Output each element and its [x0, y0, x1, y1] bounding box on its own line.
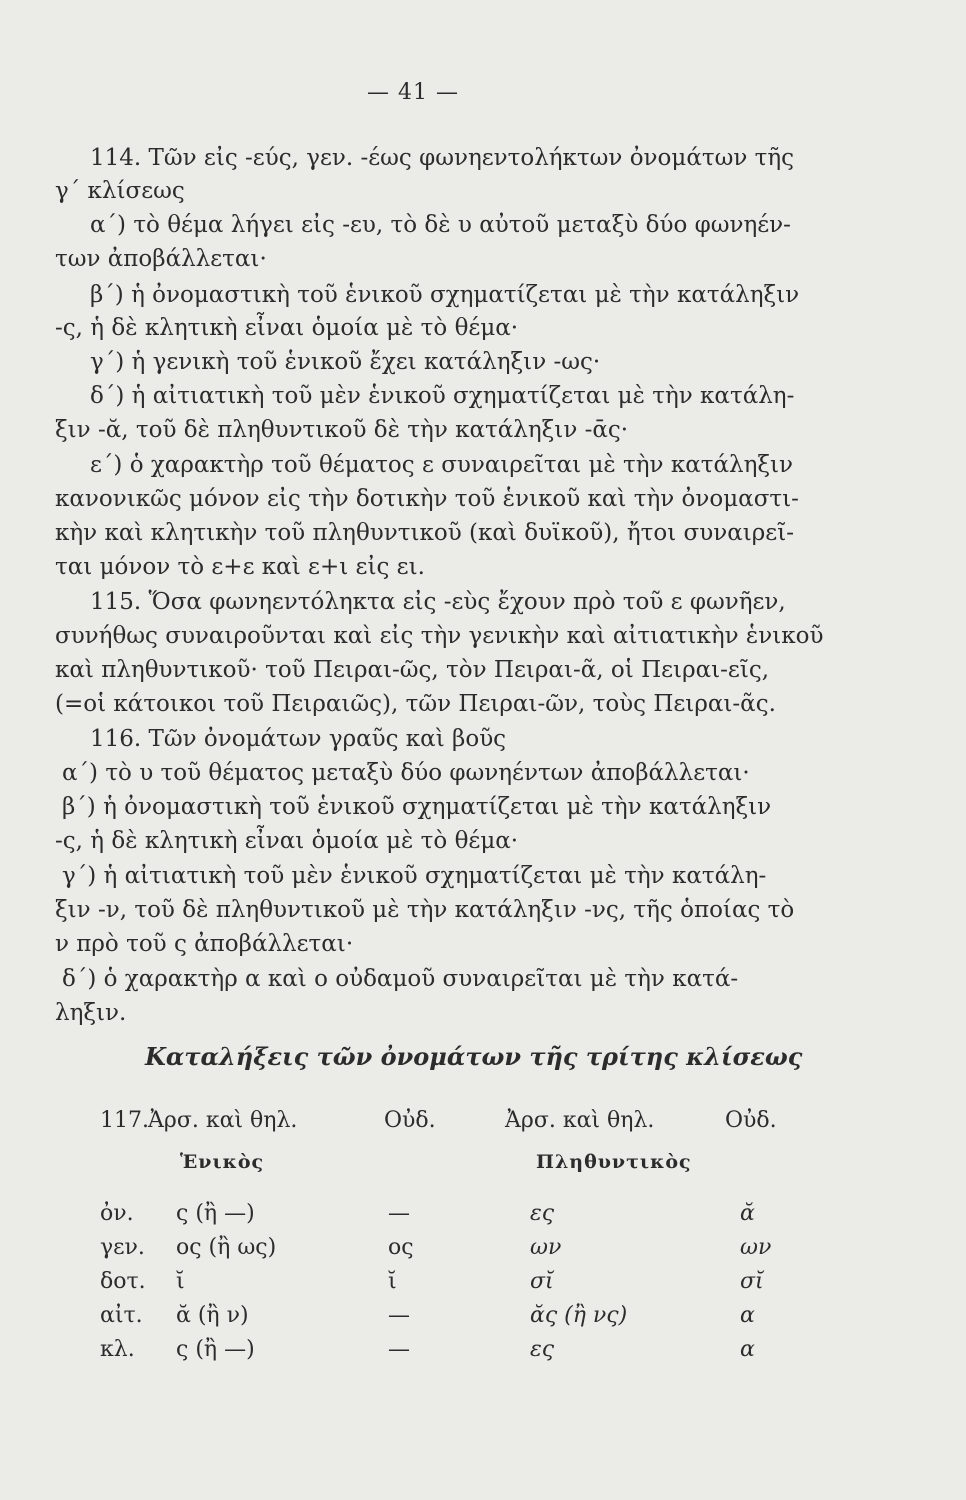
- ending-cell: ες: [530, 1201, 555, 1226]
- text-line: ν πρὸ τοῦ ς ἀποβάλλεται·: [55, 931, 354, 957]
- text-line: ται μόνον τὸ ε+ε καὶ ε+ι εἰς ει.: [55, 554, 425, 580]
- ending-cell: α: [740, 1337, 755, 1362]
- ending-cell: ᾰς (ἢ νς): [530, 1303, 628, 1328]
- text-line: β΄) ἡ ὀνομαστικὴ τοῦ ἑνικοῦ σχηματίζεται μὲ τὴν κατάληξιν: [90, 282, 800, 308]
- text-line: των ἀποβάλλεται·: [55, 246, 267, 272]
- ending-cell: ος (ἢ ως): [176, 1235, 277, 1260]
- column-header: Ἀρσ. καὶ θηλ.: [505, 1108, 655, 1133]
- column-header: Οὐδ.: [384, 1108, 436, 1133]
- text-line: -ς, ἡ δὲ κλητικὴ εἶναι ὁμοία μὲ τὸ θέμα·: [55, 828, 519, 854]
- ending-cell: ες: [530, 1337, 555, 1362]
- text-line: κανονικῶς μόνον εἰς τὴν δοτικὴν τοῦ ἑνικοῦ καὶ τὴν ὀνομαστι-: [55, 486, 799, 512]
- text-line: β΄) ἡ ὀνομαστικὴ τοῦ ἑνικοῦ σχηματίζεται μὲ τὴν κατάληξιν: [62, 794, 772, 820]
- text-line: ε΄) ὁ χαρακτὴρ τοῦ θέματος ε συναιρεῖται μὲ τὴν κατάληξιν: [90, 452, 794, 478]
- ending-cell: ῐ: [388, 1269, 397, 1294]
- text-line: 116. Τῶν ὀνομάτων γραῦς καὶ βοῦς: [90, 726, 507, 752]
- ending-cell: ᾰ: [740, 1201, 755, 1226]
- ending-cell: ς (ἢ —): [176, 1337, 255, 1362]
- text-line: ξιν -ν, τοῦ δὲ πληθυντικοῦ μὲ τὴν κατάληξιν -νς, τῆς ὁποίας τὸ: [55, 897, 795, 923]
- ending-cell: —: [388, 1303, 410, 1328]
- text-line: συνήθως συναιροῦνται καὶ εἰς τὴν γενικὴν καὶ αἰτιατικὴν ἑνικοῦ: [55, 623, 824, 649]
- text-line: γ΄ κλίσεως: [55, 178, 185, 204]
- column-header: Ἀρσ. καὶ θηλ.: [148, 1108, 298, 1133]
- text-line: α΄) τὸ υ τοῦ θέματος μεταξὺ δύο φωνηέντων ἀποβάλλεται·: [62, 760, 750, 786]
- section-heading: Καταλήξεις τῶν ὀνομάτων τῆς τρίτης κλίσεως: [145, 1042, 803, 1071]
- ending-cell: ος: [388, 1235, 414, 1260]
- ending-cell: σῐ: [740, 1269, 764, 1294]
- ending-cell: ῐ: [176, 1269, 185, 1294]
- text-line: (=οἱ κάτοικοι τοῦ Πειραιῶς), τῶν Πειραι-ῶν, τοὺς Πειραι-ᾶς.: [55, 691, 776, 717]
- text-line: 114. Τῶν εἰς -εύς, γεν. -έως φωνηεντολήκτων ὀνομάτων τῆς: [90, 145, 795, 171]
- ending-cell: —: [388, 1337, 410, 1362]
- group-header-plural: Πληθυντικὸς: [536, 1151, 692, 1173]
- ending-cell: ων: [530, 1235, 562, 1260]
- text-line: -ς, ἡ δὲ κλητικὴ εἶναι ὁμοία μὲ τὸ θέμα·: [55, 315, 519, 341]
- ending-cell: —: [388, 1201, 410, 1226]
- case-label: δοτ.: [100, 1269, 146, 1294]
- text-line: καὶ πληθυντικοῦ· τοῦ Πειραι-ῶς, τὸν Πειραι-ᾶ, οἱ Πειραι-εῖς,: [55, 657, 770, 683]
- case-label: αἰτ.: [100, 1303, 143, 1328]
- text-line: κὴν καὶ κλητικὴν τοῦ πληθυντικοῦ (καὶ δυϊκοῦ), ἤτοι συναιρεῖ-: [55, 520, 794, 546]
- text-line: 115. Ὅσα φωνηεντόληκτα εἰς -εὺς ἔχουν πρὸ τοῦ ε φωνῆεν,: [90, 589, 786, 615]
- case-label: ὀν.: [100, 1201, 134, 1226]
- page-number: — 41 —: [367, 80, 459, 105]
- case-label: κλ.: [100, 1337, 135, 1362]
- column-header: Οὐδ.: [725, 1108, 777, 1133]
- ending-cell: ς (ἢ —): [176, 1201, 255, 1226]
- text-line: γ΄) ἡ αἰτιατικὴ τοῦ μὲν ἑνικοῦ σχηματίζεται μὲ τὴν κατάλη-: [62, 863, 767, 889]
- ending-cell: ων: [740, 1235, 772, 1260]
- group-header-singular: Ἑνικὸς: [180, 1151, 265, 1173]
- text-line: δ΄) ἡ αἰτιατικὴ τοῦ μὲν ἑνικοῦ σχηματίζεται μὲ τὴν κατάλη-: [90, 383, 795, 409]
- text-line: α΄) τὸ θέμα λήγει εἰς -ευ, τὸ δὲ υ αὐτοῦ μεταξὺ δύο φωνηέν-: [90, 212, 791, 238]
- text-line: δ΄) ὁ χαρακτὴρ α καὶ ο οὐδαμοῦ συναιρεῖται μὲ τὴν κατά-: [62, 966, 739, 992]
- text-line: ξιν -ᾰ, τοῦ δὲ πληθυντικοῦ δὲ τὴν κατάληξιν -ᾱς·: [55, 417, 629, 443]
- table-number: 117.: [100, 1108, 149, 1133]
- case-label: γεν.: [100, 1235, 145, 1260]
- text-line: ληξιν.: [55, 1000, 127, 1026]
- text-line: γ΄) ἡ γενικὴ τοῦ ἑνικοῦ ἔχει κατάληξιν -ως·: [90, 349, 601, 375]
- ending-cell: σῐ: [530, 1269, 554, 1294]
- ending-cell: α: [740, 1303, 755, 1328]
- ending-cell: ᾰ (ἢ ν): [176, 1303, 249, 1328]
